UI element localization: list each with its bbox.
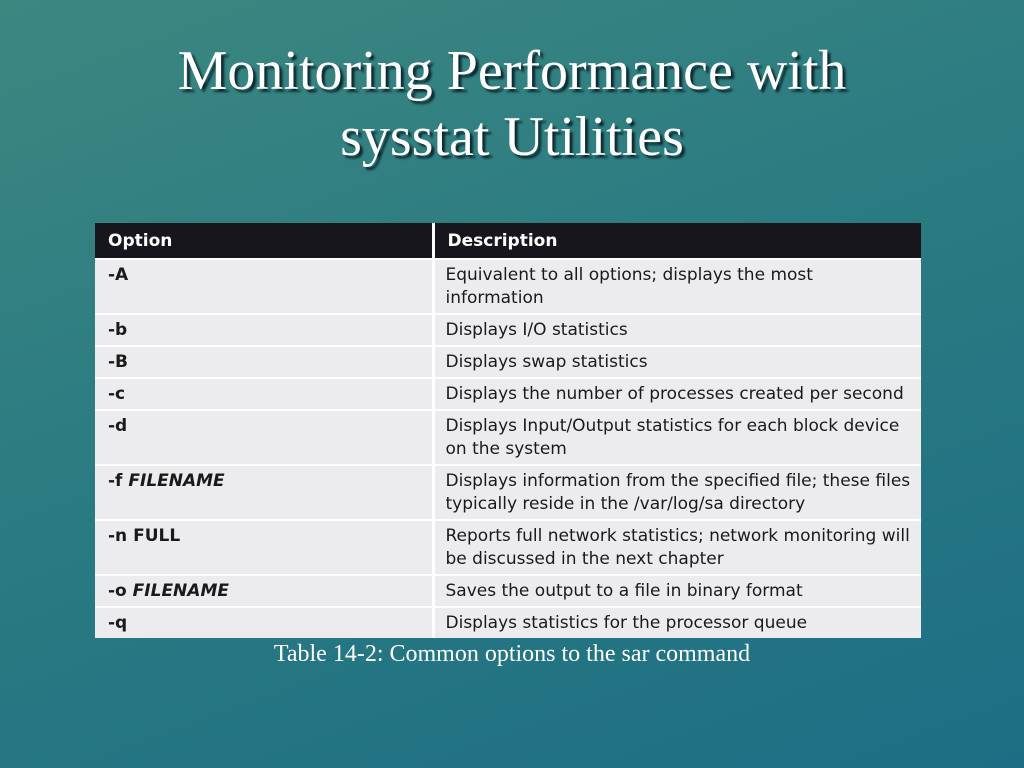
- table-header-row: [95, 223, 921, 259]
- table-row: [95, 346, 921, 378]
- description-cell: Displays I/O statistics: [433, 314, 921, 346]
- option-cell: -b: [95, 314, 433, 346]
- description-cell: Displays the number of processes created per second: [433, 378, 921, 410]
- option-cell: -n FULL: [95, 520, 433, 575]
- table-row: [95, 378, 921, 410]
- option-argument: FILENAME: [128, 471, 225, 491]
- table-caption: Table 14-2: Common options to the sar command: [273, 641, 751, 667]
- table-row: [95, 520, 921, 575]
- table-row: [95, 314, 921, 346]
- table-row: [95, 410, 921, 465]
- option-argument: FILENAME: [132, 581, 229, 601]
- column-header-description: Description: [433, 223, 921, 259]
- table-row: [95, 465, 921, 520]
- option-cell: -q: [95, 607, 433, 638]
- option-cell: -B: [95, 346, 433, 378]
- option-cell: -d: [95, 410, 433, 465]
- slide-title: [0, 38, 1024, 170]
- table-row: [95, 259, 921, 314]
- column-header-option: Option: [95, 223, 433, 259]
- table-row: [95, 607, 921, 638]
- description-cell: Displays information from the specified file; these files typically reside in the /var/log/sa directory: [433, 465, 921, 520]
- description-cell: Displays swap statistics: [433, 346, 921, 378]
- description-cell: Reports full network statistics; network monitoring will be discussed in the next chapter: [433, 520, 921, 575]
- description-cell: Saves the output to a file in binary format: [433, 575, 921, 607]
- options-table-container: [95, 223, 921, 633]
- table-row: [95, 575, 921, 607]
- description-cell: Displays Input/Output statistics for each block device on the system: [433, 410, 921, 465]
- option-cell: -o FILENAME: [95, 575, 433, 607]
- sar-options-table: [95, 223, 921, 638]
- slide-title-line-2: sysstat Utilities: [340, 106, 684, 168]
- option-cell: -f FILENAME: [95, 465, 433, 520]
- slide-title-line-1: Monitoring Performance with: [177, 40, 847, 102]
- description-cell: Equivalent to all options; displays the most information: [433, 259, 921, 314]
- option-cell: -A: [95, 259, 433, 314]
- description-cell: Displays statistics for the processor queue: [433, 607, 921, 638]
- option-cell: -c: [95, 378, 433, 410]
